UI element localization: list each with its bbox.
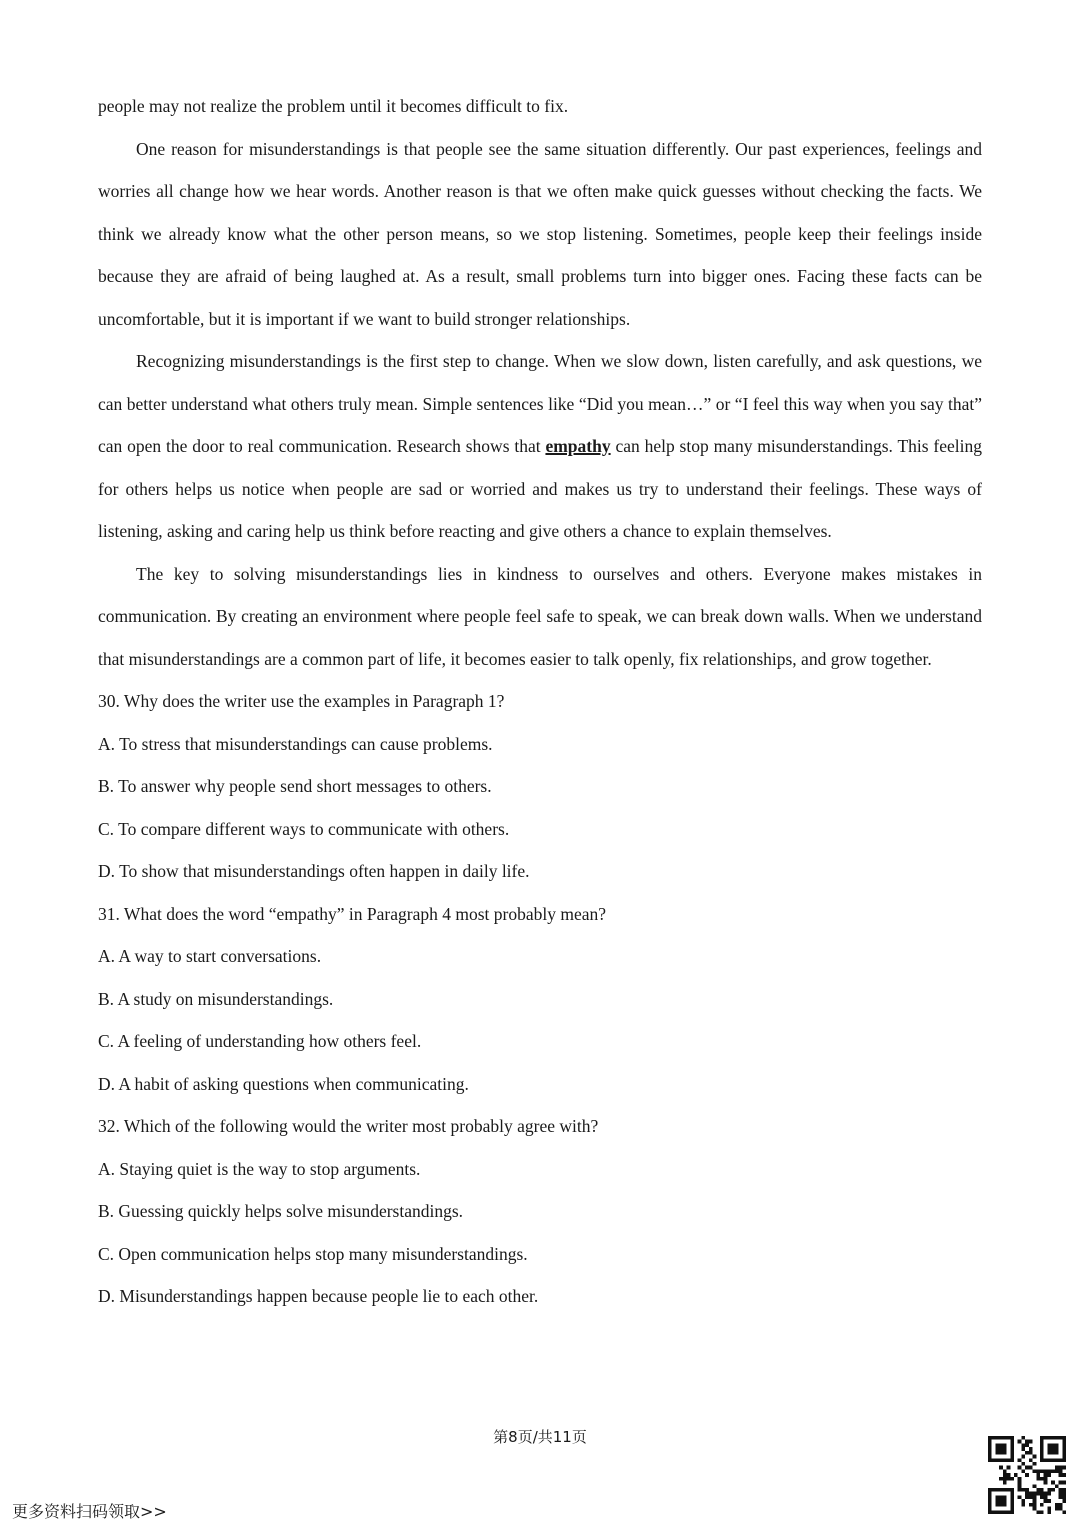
question-32	[98, 1105, 982, 1318]
option-b: B. A study on misunderstandings.	[98, 988, 334, 1009]
paragraph-text-before: Recognizing misunderstandings is the first step to change. When we slow down, listen carefully, and ask questions, we can better understand what others truly mean. Simple sentences like “Did you mean…” or “I feel this way when you say that” can open the door to real communication. Research shows that	[98, 351, 982, 456]
keyword-empathy: empathy	[545, 436, 611, 456]
paragraph-text-after: can help stop many misunderstandings. This feeling for others helps us notice when people are sad or worried and makes us try to understand their feelings. These ways of listening, asking and caring help us think before reacting and give others a chance to explain themselves.	[98, 436, 982, 541]
option-c: C. Open communication helps stop many misunderstandings.	[98, 1243, 528, 1264]
passage-paragraph-3: One reason for misunderstandings is that people see the same situation differently. Our past experiences, feelings and worries all change how we hear words. Another reason is that we often make quick guesses without checking the facts. We think we already know what the other person means, so we stop listening. Sometimes, people keep their feelings inside because they are afraid of being laughed at. As a result, small problems turn into bigger ones. Facing these facts can be uncomfortable, but it is important if we want to build stronger relationships.	[98, 138, 982, 329]
page-number: 第8页/共11页	[493, 1428, 587, 1446]
question-stem: 32. Which of the following would the writer most probably agree with?	[98, 1116, 599, 1136]
option-a: A. To stress that misunderstandings can cause problems.	[98, 733, 493, 754]
document-body	[98, 85, 982, 1318]
option-a: A. Staying quiet is the way to stop arguments.	[98, 1158, 421, 1179]
question-31	[98, 893, 982, 1106]
question-stem: 30. Why does the writer use the examples in Paragraph 1?	[98, 691, 505, 711]
option-b: B. To answer why people send short messages to others.	[98, 776, 492, 796]
option-d: D. Misunderstandings happen because people lie to each other.	[98, 1286, 539, 1306]
qr-code-icon[interactable]	[988, 1436, 1066, 1514]
option-c: C. To compare different ways to communicate with others.	[98, 818, 510, 839]
option-a: A. A way to start conversations.	[98, 946, 322, 966]
question-stem: 31. What does the word “empathy” in Paragraph 4 most probably mean?	[98, 903, 607, 924]
option-d: D. To show that misunderstandings often happen in daily life.	[98, 861, 530, 881]
option-c: C. A feeling of understanding how others feel.	[98, 1031, 422, 1051]
question-30	[98, 680, 982, 893]
option-d: D. A habit of asking questions when communicating.	[98, 1073, 469, 1094]
more-resources-link[interactable]: 更多资料扫码领取>>	[12, 1502, 167, 1521]
passage-paragraph-5: The key to solving misunderstandings lies in kindness to ourselves and others. Everyone makes mistakes in communication. By creating an environment where people feel safe to speak, we can break down walls. When we understand that misunderstandings are a common part of life, it becomes easier to talk openly, fix relationships, and grow together.	[98, 563, 982, 669]
passage-paragraph-continued: people may not realize the problem until it becomes difficult to fix.	[98, 96, 569, 116]
passage-paragraph-4	[98, 340, 982, 553]
option-b: B. Guessing quickly helps solve misunderstandings.	[98, 1201, 464, 1221]
